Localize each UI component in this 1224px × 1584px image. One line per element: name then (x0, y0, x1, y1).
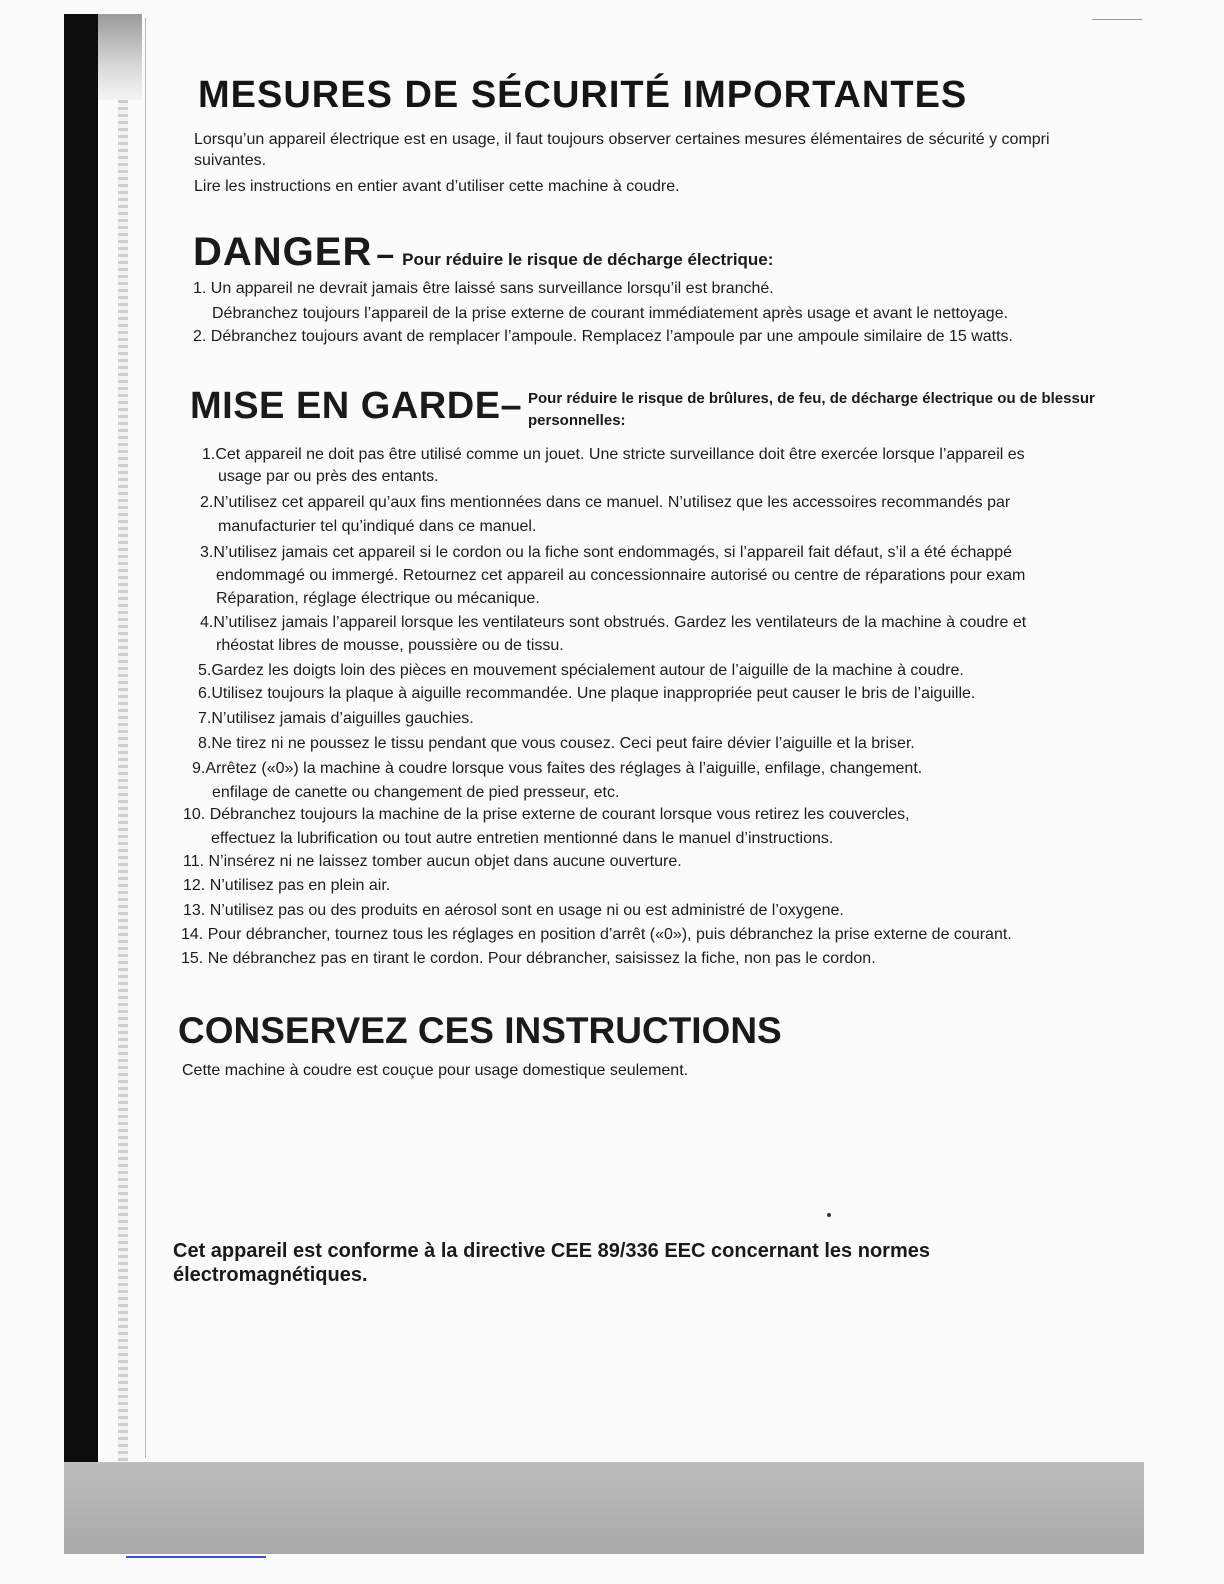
warning-item: 13. N’utilisez pas ou des produits en aérosol sont en usage ni ou est administré de l’oxygene. (183, 902, 844, 919)
warning-subheading: Pour réduire le risque de brûlures, de feu, de décharge électrique ou de blessur (528, 390, 1095, 407)
danger-heading-row (193, 230, 773, 275)
page-title: MESURES DE SÉCURITÉ IMPORTANTES (198, 74, 968, 116)
warning-item: usage par ou près des entants. (218, 468, 439, 485)
warning-item: 12. N’utilisez pas en plein air. (183, 877, 391, 894)
scan-vertical-line (145, 18, 146, 1458)
warning-item: enfilage de canette ou changement de pied presseur, etc. (212, 784, 620, 801)
warning-item: 8.Ne tirez ni ne poussez le tissu pendant que vous cousez. Ceci peut faire dévier l’aiguille et la briser. (198, 735, 915, 752)
warning-item: 3.N’utilisez jamais cet appareil si le cordon ou la fiche sont endommagés, si l’appareil fait défaut, s’il a été échappé (200, 544, 1012, 561)
danger-heading: DANGER (193, 230, 373, 274)
warning-item: effectuez la lubrification ou tout autre entretien mentionné dans le manuel d’instructions. (211, 830, 834, 847)
warning-item: 7.N’utilisez jamais d’aiguilles gauchies. (198, 710, 474, 727)
warning-item: 5.Gardez les doigts loin des pièces en mouvement spécialement autour de l’aiguille de la machine à coudre. (198, 662, 964, 679)
warning-item: endommagé ou immergé. Retournez cet appareil au concessionnaire autorisé ou centre de réparations pour exam (216, 567, 1026, 584)
warning-item: 1.Cet appareil ne doit pas être utilisé comme un jouet. Une stricte surveillance doit être exercée lorsque l’appareil es (202, 446, 1025, 463)
warning-item: 9.Arrêtez («0») la machine à coudre lorsque vous faites des réglages à l’aiguille, enfilage, changement. (192, 760, 923, 777)
conserve-heading: CONSERVEZ CES INSTRUCTIONS (178, 1010, 782, 1051)
warning-item: rhéostat libres de mousse, poussière ou de tissu. (216, 637, 564, 654)
conserve-note: Cette machine à coudre est couçue pour usage domestique seulement. (182, 1062, 689, 1079)
intro-line-3: Lire les instructions en entier avant d’utiliser cette machine à coudre. (194, 178, 680, 195)
warning-item: 4.N’utilisez jamais l’appareil lorsque les ventilateurs sont obstrués. Gardez les ventilateurs de la machine à coudre et (200, 614, 1027, 631)
danger-subheading: Pour réduire le risque de décharge électrique: (402, 250, 774, 269)
intro-line-1: Lorsqu’un appareil électrique est en usage, il faut toujours observer certaines mesures élémentaires de sécurité y compri (194, 131, 1050, 148)
warning-subheading-cont: personnelles: (528, 412, 626, 429)
warning-item: 11. N’insérez ni ne laissez tomber aucun objet dans aucune ouverture. (183, 853, 682, 870)
warning-heading: MISE EN GARDE– (190, 385, 523, 427)
warning-item: 15. Ne débranchez pas en tirant le cordon. Pour débrancher, saisissez la fiche, non pas le cordon. (181, 950, 876, 967)
warning-item: manufacturier tel qu’indiqué dans ce manuel. (218, 518, 537, 535)
scan-speck (827, 1213, 831, 1217)
intro-line-2: suivantes. (194, 152, 267, 169)
scan-corner-shadow (98, 14, 142, 100)
danger-dash: – (376, 236, 395, 272)
scan-edge-texture (118, 100, 128, 1462)
warning-item: 10. Débranchez toujours la machine de la prise externe de courant lorsque vous retirez les couvercles, (183, 806, 910, 823)
warning-item: 6.Utilisez toujours la plaque à aiguille recommandée. Une plaque inappropriée peut causer le bris de l’aiguille. (198, 685, 976, 702)
danger-item: 1. Un appareil ne devrait jamais être laissé sans surveillance lorsqu’il est branché. (193, 280, 774, 297)
compliance-line-1: Cet appareil est conforme à la directive CEE 89/336 EEC concernant les normes (173, 1240, 930, 1262)
scan-bottom-mark (126, 1556, 266, 1558)
top-right-mark (1092, 19, 1142, 20)
scan-binding-edge (64, 14, 98, 1462)
compliance-line-2: électromagnétiques. (173, 1264, 368, 1286)
scan-bottom-band (64, 1462, 1144, 1554)
warning-item: 2.N’utilisez cet appareil qu’aux fins mentionnées dans ce manuel. N’utilisez que les accessoires recommandés par (200, 494, 1011, 511)
danger-item: Débranchez toujours l’appareil de la prise externe de courant immédiatement après usage et avant le nettoyage. (212, 305, 1009, 322)
warning-item: 14. Pour débrancher, tournez tous les réglages en position d’arrêt («0»), puis débranchez la prise externe de courant. (181, 926, 1012, 943)
warning-item: Réparation, réglage électrique ou mécanique. (216, 590, 540, 607)
danger-item: 2. Débranchez toujours avant de remplacer l’ampoule. Remplacez l’ampoule par une ampoule similaire de 15 watts. (193, 328, 1013, 345)
